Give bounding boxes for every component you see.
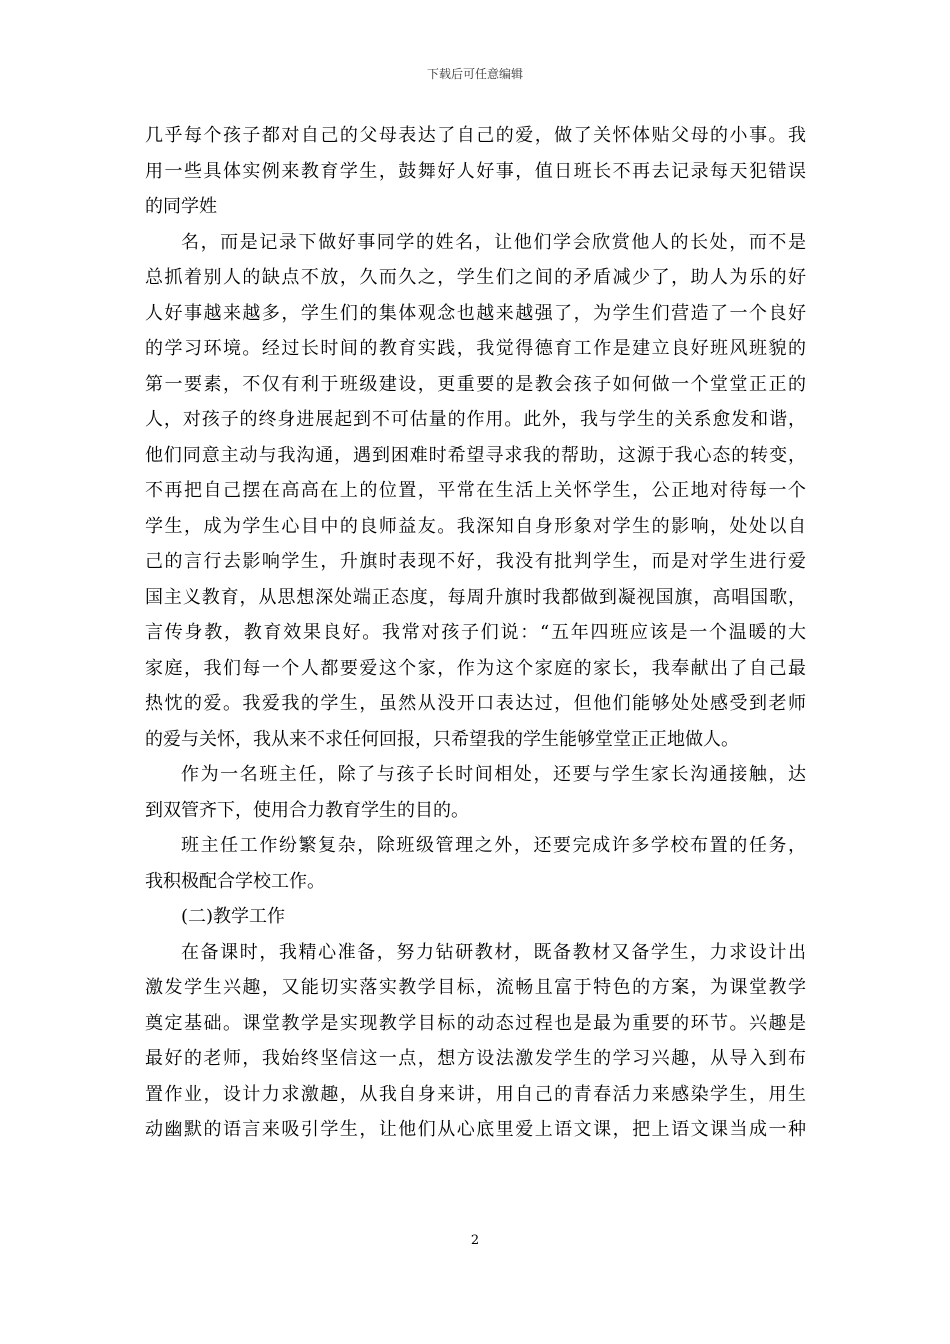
- text-line: 到双管齐下，使用合力教育学生的目的。: [145, 799, 469, 821]
- text-line: 人，对孩子的终身进展起到不可估量的作用。此外，我与学生的关系愈发和谐，: [145, 409, 806, 430]
- text-line: 作为一名班主任，除了与孩子长时间相处，还要与学生家长沟通接触，达: [181, 764, 806, 785]
- text-line: 总抓着别人的缺点不放，久而久之，学生们之间的矛盾减少了，助人为乐的好: [145, 267, 806, 288]
- document-body: [145, 118, 806, 1148]
- text-line: 言传身教，教育效果良好。我常对孩子们说：“五年四班应该是一个温暖的大: [145, 622, 806, 643]
- paragraph: [145, 828, 806, 899]
- text-line: 名，而是记录下做好事同学的姓名，让他们学会欣赏他人的长处，而不是: [181, 231, 806, 253]
- text-line: 我积极配合学校工作。: [145, 870, 325, 892]
- text-line: 国主义教育，从思想深处端正态度，每周升旗时我都做到凝视国旗，高唱国歌，: [145, 586, 806, 608]
- page-number: 2: [470, 1233, 480, 1248]
- text-line: 置作业，设计力求激趣，从我自身来讲，用自己的青春活力来感染学生，用生: [145, 1083, 806, 1105]
- paragraph: [145, 935, 806, 1148]
- text-line: (二)教学工作: [181, 906, 286, 927]
- page-header: 下载后可任意编辑: [426, 67, 523, 81]
- text-line: 的爱与关怀，我从来不求任何回报，只希望我的学生能够堂堂正正地做人。: [145, 728, 739, 750]
- text-line: 的学习环境。经过长时间的教育实践，我觉得德育工作是建立良好班风班貌的: [145, 338, 806, 359]
- text-line: 人好事越来越多，学生们的集体观念也越来越强了，为学生们营造了一个良好: [145, 302, 806, 324]
- text-line: 班主任工作纷繁复杂，除班级管理之外，还要完成许多学校布置的任务，: [181, 835, 806, 856]
- text-line: 几乎每个孩子都对自己的父母表达了自己的爱，做了关怀体贴父母的小事。我: [145, 125, 806, 146]
- text-line: 家庭，我们每一个人都要爱这个家，作为这个家庭的家长，我奉献出了自己最: [145, 657, 806, 679]
- text-line: 激发学生兴趣，又能切实落实教学目标，流畅且富于特色的方案，为课堂教学: [145, 977, 806, 998]
- text-line: 不再把自己摆在高高在上的位置，平常在生活上关怀学生，公正地对待每一个: [145, 480, 806, 501]
- text-line: 学生，成为学生心目中的良师益友。我深知自身形象对学生的影响，处处以自: [145, 515, 806, 537]
- section-heading: [145, 899, 806, 935]
- text-line: 奠定基础。课堂教学是实现教学目标的动态过程也是最为重要的环节。兴趣是: [145, 1012, 806, 1034]
- paragraph: [145, 757, 806, 828]
- text-line: 最好的老师，我始终坚信这一点，想方设法激发学生的学习兴趣，从导入到布: [145, 1048, 806, 1069]
- text-line: 动幽默的语言来吸引学生，让他们从心底里爱上语文课，把上语文课当成一种: [145, 1119, 806, 1140]
- text-line: 他们同意主动与我沟通，遇到困难时希望寻求我的帮助，这源于我心态的转变，: [145, 444, 806, 466]
- text-line: 用一些具体实例来教育学生，鼓舞好人好事，值日班长不再去记录每天犯错误: [145, 160, 806, 182]
- text-line: 在备课时，我精心准备，努力钻研教材，既备教材又备学生，力求设计出: [181, 941, 806, 963]
- text-line: 热忱的爱。我爱我的学生，虽然从没开口表达过，但他们能够处处感受到老师: [145, 693, 806, 714]
- text-line: 的同学姓: [145, 196, 217, 217]
- text-line: 己的言行去影响学生，升旗时表现不好，我没有批判学生，而是对学生进行爱: [145, 551, 806, 572]
- paragraph: [145, 118, 806, 225]
- text-line: 第一要素，不仅有利于班级建设，更重要的是教会孩子如何做一个堂堂正正的: [145, 373, 806, 395]
- paragraph: [145, 225, 806, 758]
